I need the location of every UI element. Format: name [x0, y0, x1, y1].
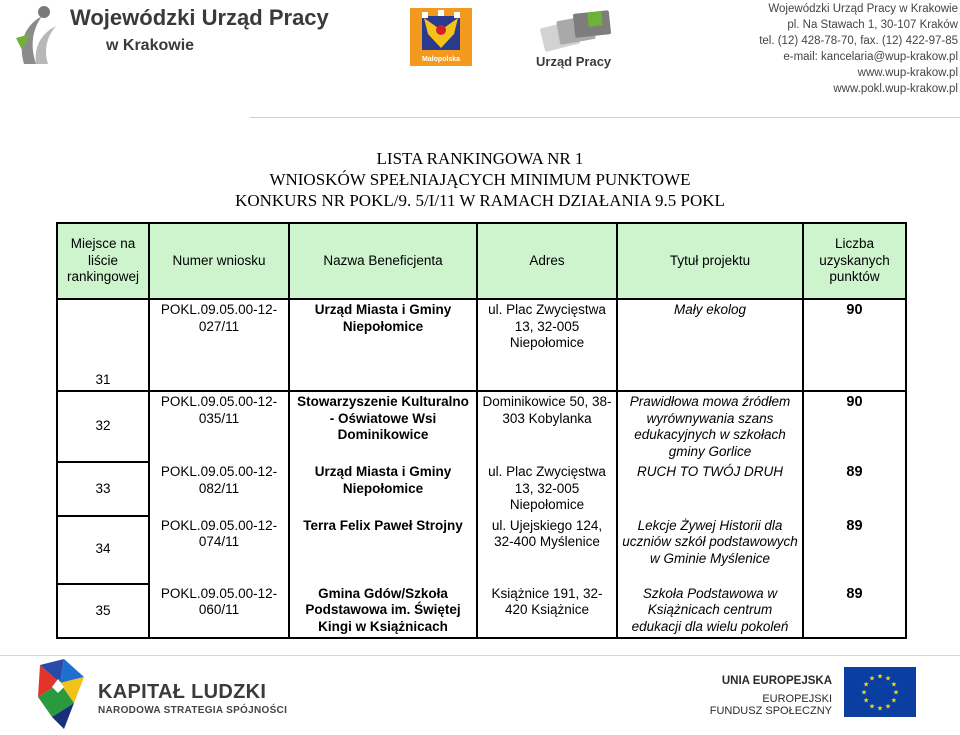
row-beneficiary: Gmina Gdów/Szkoła Podstawowa im. Świętej Kingi w Książnicach: [289, 584, 477, 639]
wup-logo-icon: [14, 4, 58, 66]
header-beneficiary: Nazwa Beneficjenta: [289, 223, 477, 299]
malopolska-logo: [410, 8, 472, 66]
ranking-table: [56, 222, 907, 639]
eu-star-icon: ★: [876, 673, 884, 681]
row-address: ul. Plac Zwycięstwa 13, 32-005 Niepołomice: [477, 299, 617, 391]
eu-star-icon: ★: [876, 705, 884, 713]
eu-flag-icon: [844, 667, 916, 717]
table-row: [57, 391, 906, 462]
eu-fund-label: EUROPEJSKI: [762, 693, 832, 705]
eu-star-icon: ★: [890, 681, 897, 689]
title-line: KONKURS NR POKL/9. 5/I/11 W RAMACH DZIAŁANIA 9.5 POKL: [235, 191, 725, 210]
header-address: Adres: [477, 223, 617, 299]
row-beneficiary: Terra Felix Paweł Strojny: [289, 516, 477, 584]
kapital-ludzki-title: KAPITAŁ LUDZKI: [98, 681, 267, 703]
eu-star-icon: ★: [892, 689, 900, 697]
table-row: [57, 584, 906, 639]
contact-email: e-mail: kancelaria@wup-krakow.pl: [783, 51, 958, 63]
malopolska-label: Małopolska: [421, 56, 461, 63]
row-number: POKL.09.05.00-12-082/11: [149, 462, 289, 516]
eu-star-icon: ★: [884, 703, 892, 711]
letterhead: [0, 0, 960, 118]
row-number: POKL.09.05.00-12-074/11: [149, 516, 289, 584]
header-project: Tytuł projektu: [617, 223, 803, 299]
contact-website: www.wup-krakow.pl: [857, 67, 958, 79]
header-place: Miejsce na liście rankingowej: [57, 223, 149, 299]
header-number: Numer wniosku: [149, 223, 289, 299]
org-city: w Krakowie: [106, 37, 195, 54]
row-place: 33: [57, 462, 149, 516]
row-points: 90: [803, 391, 906, 462]
table-header-row: [57, 223, 906, 299]
row-points: 89: [803, 516, 906, 584]
row-project: Szkoła Podstawowa w Książnicach centrum edukacji dla wielu pokoleń: [617, 584, 803, 639]
contact-line: Wojewódzki Urząd Pracy w Krakowie: [768, 3, 958, 15]
urzad-pracy-label: Urząd Pracy: [536, 54, 612, 69]
eu-star-icon: ★: [863, 681, 870, 689]
contact-line: tel. (12) 428-78-70, fax. (12) 422-97-85: [759, 35, 958, 47]
row-project: RUCH TO TWÓJ DRUH: [617, 462, 803, 516]
row-points: 89: [803, 584, 906, 639]
row-number: POKL.09.05.00-12-060/11: [149, 584, 289, 639]
row-beneficiary: Urząd Miasta i Gminy Niepołomice: [289, 299, 477, 391]
row-beneficiary: Stowarzyszenie Kulturalno - Oświatowe Wsi Dominikowice: [289, 391, 477, 462]
row-beneficiary: Urząd Miasta i Gminy Niepołomice: [289, 462, 477, 516]
contact-website: www.pokl.wup-krakow.pl: [833, 83, 958, 95]
eu-text: [710, 675, 832, 717]
urzad-pracy-cards-icon: [538, 6, 616, 52]
header-points: Liczba uzyskanych punktów: [803, 223, 906, 299]
row-points: 89: [803, 462, 906, 516]
table-row: [57, 462, 906, 516]
row-project: Mały ekolog: [617, 299, 803, 391]
row-place: 34: [57, 516, 149, 584]
table-row: [57, 299, 906, 391]
eu-union-label: UNIA EUROPEJSKA: [721, 675, 832, 687]
row-address: ul. Plac Zwycięstwa 13, 32-005 Niepołomice: [477, 462, 617, 516]
title-line: WNIOSKÓW SPEŁNIAJĄCYCH MINIMUM PUNKTOWE: [269, 170, 691, 189]
contact-block: [759, 1, 958, 97]
row-points: 90: [803, 299, 906, 391]
row-address: ul. Ujejskiego 124, 32-400 Myślenice: [477, 516, 617, 584]
org-name: Wojewódzki Urząd Pracy: [70, 5, 329, 30]
row-address: Dominikowice 50, 38-303 Kobylanka: [477, 391, 617, 462]
kapital-ludzki-logo-icon: [34, 657, 88, 731]
contact-line: pl. Na Stawach 1, 30-107 Kraków: [787, 19, 958, 31]
title-line: LISTA RANKINGOWA NR 1: [376, 149, 584, 168]
eu-fund-label: FUNDUSZ SPOŁECZNY: [709, 705, 832, 717]
row-place: 32: [57, 391, 149, 462]
row-place: 31: [57, 299, 149, 391]
eu-star-icon: ★: [868, 675, 876, 683]
table-row: [57, 516, 906, 584]
eu-star-icon: ★: [868, 703, 876, 711]
eu-star-icon: ★: [890, 697, 897, 705]
row-number: POKL.09.05.00-12-035/11: [149, 391, 289, 462]
row-project: Lekcje Żywej Historii dla uczniów szkół podstawowych w Gminie Myślenice: [617, 516, 803, 584]
header-divider: [250, 117, 960, 118]
eu-star-icon: ★: [860, 689, 868, 697]
document-title: [0, 148, 960, 211]
eu-stars-icon: [844, 667, 916, 717]
row-number: POKL.09.05.00-12-027/11: [149, 299, 289, 391]
malopolska-crest-icon: [410, 8, 472, 56]
row-address: Książnice 191, 32-420 Książnice: [477, 584, 617, 639]
kapital-ludzki-subtitle: NARODOWA STRATEGIA SPÓJNOŚCI: [98, 705, 288, 716]
eu-star-icon: ★: [863, 697, 870, 705]
row-project: Prawidłowa mowa źródłem wyrównywania szans edukacyjnych w szkołach gminy Gorlice: [617, 391, 803, 462]
eu-star-icon: ★: [884, 675, 892, 683]
row-place: 35: [57, 584, 149, 639]
footer-divider: [0, 655, 960, 656]
